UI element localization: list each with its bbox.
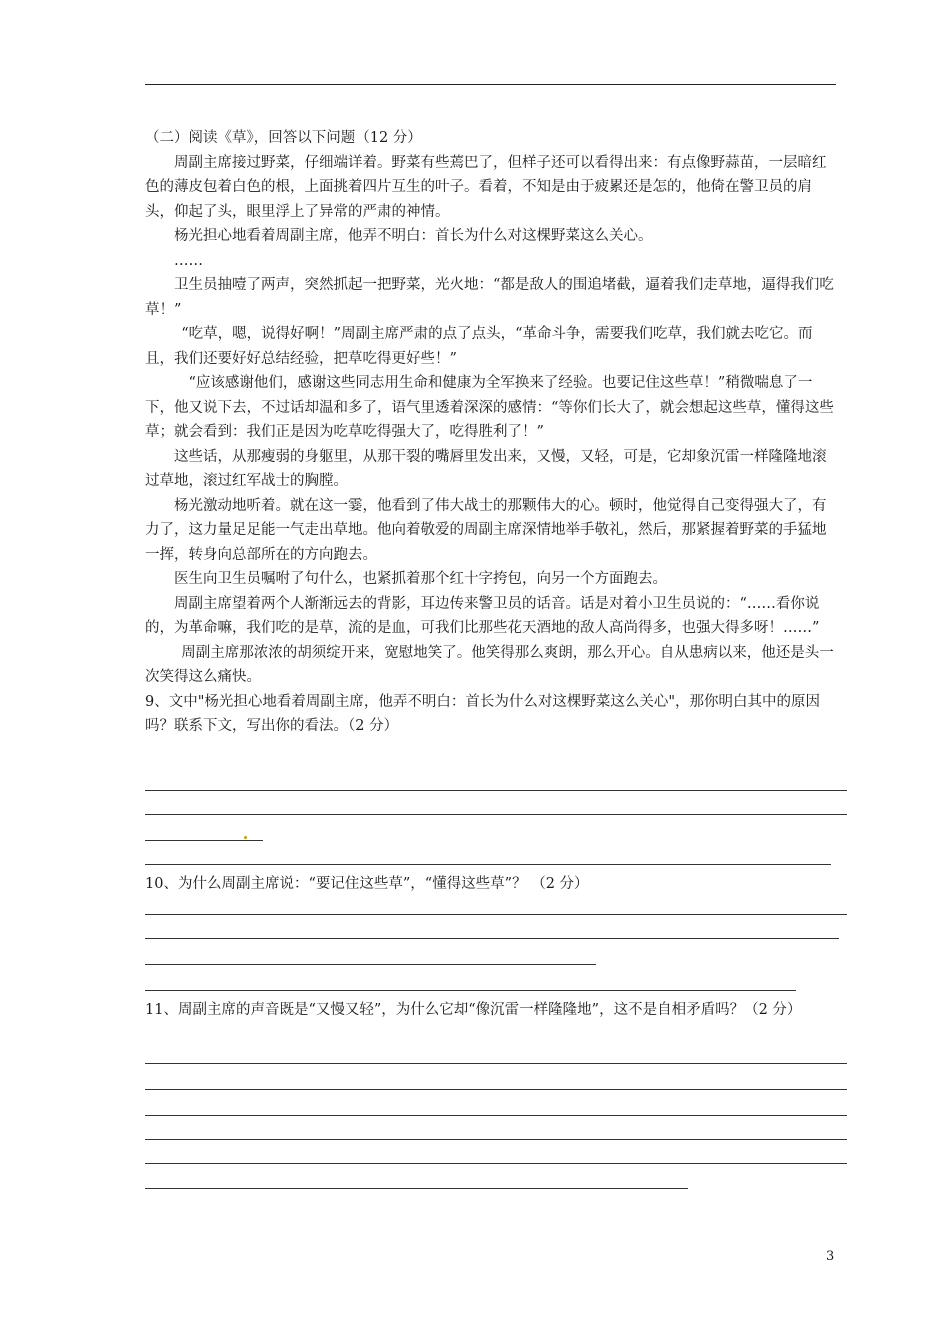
- answer-line[interactable]: [145, 1163, 847, 1164]
- answer-line[interactable]: [145, 1139, 847, 1140]
- question-9: 9、文中"杨光担心地看着周副主席，他弄不明白：首长为什么对这棵野菜这么关心"，那你明白其中的原因吗？联系下文，写出你的看法。（2 分）: [145, 693, 821, 734]
- page-number: 3: [826, 1249, 835, 1264]
- question-10: 10、为什么周副主席说：“要记住这些草”，“懂得这些草”？ （2 分）: [145, 876, 589, 892]
- passage-paragraph: 杨光激动地听着。就在这一霎，他看到了伟大战士的那颗伟大的心。顿时，他觉得自己变得强大了，有力了，这力量足足能一气走出草地。他向着敬爱的周副主席深情地举手敬礼，然后，那紧握着野菜的手猛地一挥，转身向总部所在的方向跑去。: [145, 497, 827, 563]
- answer-line[interactable]: [145, 990, 796, 991]
- passage-paragraph: 周副主席接过野菜，仔细端详着。野菜有些蔫巴了，但样子还可以看得出来：有点像野蒜苗，一层暗红色的薄皮包着白色的根，上面挑着四片互生的叶子。看着，不知是由于疲累还是怎的，他倚在警卫员的肩头，仰起了头，眼里浮上了异常的严肃的神情。: [145, 154, 827, 220]
- answer-line[interactable]: [145, 840, 263, 841]
- answer-line[interactable]: [145, 964, 596, 965]
- answer-line[interactable]: [145, 1063, 847, 1064]
- answer-line[interactable]: [145, 864, 831, 865]
- passage-ellipsis: ……: [174, 252, 203, 269]
- answer-line[interactable]: [145, 914, 847, 915]
- question-11: 11、周副主席的声音既是“又慢又轻”，为什么它却“像沉雷一样隆隆地”，这不是自相矛盾吗？（2 分）: [145, 1002, 802, 1018]
- passage-paragraph: 卫生员抽噎了两声，突然抓起一把野菜，光火地：“都是敌人的围追堵截，逼着我们走草地，逼得我们吃草！”: [145, 277, 834, 318]
- section-title: （二）阅读《草》，回答以下问题（12 分）: [145, 130, 422, 146]
- passage-paragraph: 这些话，从那瘦弱的身躯里，从那干裂的嘴唇里发出来，又慢，又轻，可是，它却象沉雷一样隆隆地滚过草地，滚过红军战士的胸膛。: [145, 448, 827, 489]
- passage-paragraph: 周副主席望着两个人渐渐远去的背影，耳边传来警卫员的话音。话是对着小卫生员说的：“……看你说的，为革命嘛，我们吃的是草，流的是血，可我们比那些花天酒地的敌人高尚得多，也强大得多呀！……”: [145, 595, 820, 636]
- answer-line[interactable]: [145, 790, 847, 791]
- answer-line[interactable]: [145, 1188, 688, 1189]
- passage-paragraph: 医生向卫生员嘱咐了句什么，也紧抓着那个红十字挎包，向另一个方面跑去。: [174, 571, 667, 587]
- answer-line[interactable]: [145, 1089, 847, 1090]
- header-rule: [145, 84, 836, 85]
- passage-paragraph: “应该感谢他们，感谢这些同志用生命和健康为全军换来了经验。也要记住这些草！”稍微喘息了一下，他又说下去，不过话却温和多了，语气里透着深深的感情：“等你们长大了，就会想起这些草，懂得这些草；就会看到：我们正是因为吃草吃得强大了，吃得胜利了！”: [145, 375, 834, 440]
- answer-line[interactable]: [145, 938, 839, 939]
- passage-paragraph: “吃草，嗯，说得好啊！”周副主席严肃的点了点头，“革命斗争，需要我们吃草，我们就去吃它。而且，我们还要好好总结经验，把草吃得更好些！”: [145, 326, 813, 367]
- answer-line[interactable]: [145, 1115, 847, 1116]
- answer-line[interactable]: [145, 814, 847, 815]
- document-body: [145, 126, 835, 739]
- passage-paragraph: 周副主席那浓浓的胡须绽开来，宽慰地笑了。他笑得那么爽朗，那么开心。自从患病以来，他还是头一次笑得这么痛快。: [145, 644, 834, 685]
- stray-dot: [244, 836, 247, 839]
- passage-paragraph: 杨光担心地看着周副主席，他弄不明白：首长为什么对这棵野菜这么关心。: [174, 228, 653, 244]
